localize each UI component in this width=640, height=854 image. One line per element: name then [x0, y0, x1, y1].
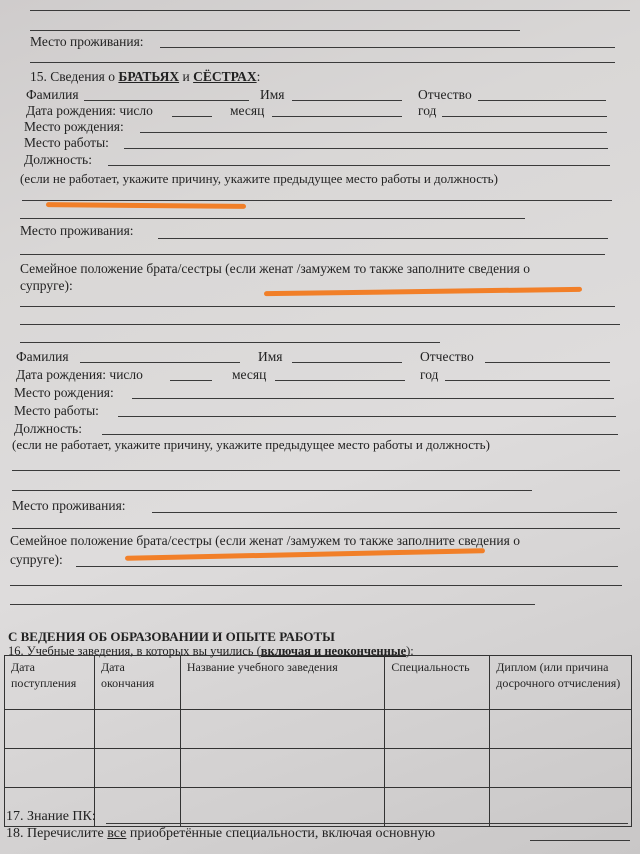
blank-line[interactable]	[20, 324, 620, 325]
dob-day-label: Дата рождения: число	[16, 367, 143, 382]
marital-status-label: Семейное положение брата/сестры (если женат /замужем то также заполните сведения о	[20, 261, 530, 276]
column-header: Диплом (или причина досрочного отчисления)	[490, 656, 632, 710]
q18-prefix: 18. Перечислите	[6, 826, 108, 841]
surname-line[interactable]	[84, 100, 249, 101]
workplace-label: Место работы:	[24, 135, 109, 150]
birthplace-line[interactable]	[140, 132, 607, 133]
name-label: Имя	[260, 87, 285, 102]
dob-month-line[interactable]	[275, 380, 405, 381]
blank-line[interactable]	[20, 254, 605, 255]
not-working-note: (если не работает, укажите причину, укажите предыдущее место работы и должность)	[20, 171, 498, 186]
table-cell[interactable]	[490, 749, 632, 788]
patronymic-label: Отчество	[420, 349, 474, 364]
table-cell[interactable]	[5, 710, 95, 749]
position-line[interactable]	[108, 165, 610, 166]
section-15-sisters: СЁСТРАХ	[193, 69, 257, 84]
table-cell[interactable]	[94, 788, 180, 827]
blank-line[interactable]	[12, 490, 532, 491]
section-15-title	[30, 69, 260, 84]
blank-line	[30, 62, 615, 63]
name-label: Имя	[258, 349, 283, 364]
dob-year-label: год	[420, 367, 439, 382]
column-header: Дата окончания	[94, 656, 180, 710]
table-cell[interactable]	[94, 749, 180, 788]
q18-label	[6, 826, 435, 841]
table-cell[interactable]	[180, 788, 384, 827]
marital-status-label-cont: супруге):	[10, 552, 63, 567]
residence-label: Место проживания:	[12, 498, 126, 513]
q16-prefix: 16. Учебные заведения, в которых вы учились (	[8, 644, 261, 658]
column-header: Название учебного заведения	[180, 656, 384, 710]
marital-status-label-cont: супруге):	[20, 278, 73, 293]
residence-line[interactable]	[158, 238, 608, 239]
birthplace-label: Место рождения:	[14, 385, 114, 400]
dob-day-line[interactable]	[172, 116, 212, 117]
dob-month-label: месяц	[230, 103, 265, 118]
orange-highlight	[125, 548, 485, 561]
section-15-and: и	[179, 69, 194, 84]
marital-status-label: Семейное положение брата/сестры (если женат /замужем то также заполните сведения о	[10, 533, 520, 548]
dob-day-line[interactable]	[170, 380, 212, 381]
table-row	[5, 710, 632, 749]
q16-emphasis: включая и неоконченные	[260, 644, 407, 658]
blank-line[interactable]	[12, 528, 620, 529]
dob-day-label: Дата рождения: число	[26, 103, 153, 118]
workplace-line[interactable]	[124, 148, 608, 149]
education-heading: С ВЕДЕНИЯ ОБ ОБРАЗОВАНИИ И ОПЫТЕ РАБОТЫ	[8, 629, 335, 644]
surname-line[interactable]	[80, 362, 240, 363]
position-label: Должность:	[14, 421, 82, 436]
table-cell[interactable]	[490, 788, 632, 827]
table-cell[interactable]	[385, 710, 490, 749]
marital-line[interactable]	[76, 566, 618, 567]
name-line[interactable]	[292, 100, 402, 101]
table-cell[interactable]	[94, 710, 180, 749]
dob-month-label: месяц	[232, 367, 267, 382]
table-cell[interactable]	[180, 749, 384, 788]
position-label: Должность:	[24, 152, 92, 167]
table-cell[interactable]	[5, 749, 95, 788]
orange-highlight	[46, 202, 246, 209]
section-15-suffix: :	[256, 69, 261, 84]
workplace-label: Место работы:	[14, 403, 99, 418]
blank-line[interactable]	[10, 604, 535, 605]
not-working-note: (если не работает, укажите причину, укажите предыдущее место работы и должность)	[12, 437, 490, 452]
patronymic-line[interactable]	[485, 362, 610, 363]
birthplace-label: Место рождения:	[24, 119, 124, 134]
section-15-prefix: 15. Сведения о	[30, 69, 119, 84]
table-cell[interactable]	[385, 749, 490, 788]
dob-year-line[interactable]	[442, 116, 607, 117]
table-row	[5, 749, 632, 788]
blank-line[interactable]	[22, 200, 612, 201]
residence-label: Место проживания:	[20, 223, 134, 238]
section-15-brothers: БРАТЬЯХ	[118, 69, 180, 84]
patronymic-label: Отчество	[418, 87, 472, 102]
table-cell[interactable]	[385, 788, 490, 827]
dob-year-label: год	[418, 103, 437, 118]
q18-line[interactable]	[530, 840, 630, 841]
column-header: Специальность	[385, 656, 490, 710]
birthplace-line[interactable]	[132, 398, 614, 399]
column-header: Дата поступления	[5, 656, 95, 710]
blank-line[interactable]	[12, 470, 620, 471]
blank-line[interactable]	[20, 306, 615, 307]
name-line[interactable]	[292, 362, 402, 363]
q18-suffix: приобретённые специальности, включая основную	[126, 826, 436, 841]
residence-line[interactable]	[160, 47, 615, 48]
q17-label: 17. Знание ПК:	[6, 809, 96, 824]
blank-line[interactable]	[10, 585, 622, 586]
residence-label: Место проживания:	[30, 34, 144, 49]
q16-suffix: ):	[406, 644, 414, 658]
blank-line[interactable]	[20, 342, 440, 343]
blank-line	[30, 10, 630, 11]
workplace-line[interactable]	[118, 416, 616, 417]
orange-highlight	[264, 287, 582, 296]
blank-line	[30, 30, 520, 31]
table-cell[interactable]	[490, 710, 632, 749]
residence-line[interactable]	[152, 512, 617, 513]
surname-label: Фамилия	[26, 87, 79, 102]
dob-month-line[interactable]	[272, 116, 402, 117]
surname-label: Фамилия	[16, 349, 69, 364]
q18-emphasis: все	[107, 826, 127, 841]
table-cell[interactable]	[180, 710, 384, 749]
dob-year-line[interactable]	[445, 380, 610, 381]
q17-line[interactable]	[106, 823, 628, 824]
patronymic-line[interactable]	[478, 100, 606, 101]
table-header-row	[5, 656, 632, 710]
blank-line[interactable]	[20, 218, 525, 219]
table-row	[5, 788, 632, 827]
education-table	[4, 655, 632, 827]
position-line[interactable]	[102, 434, 618, 435]
